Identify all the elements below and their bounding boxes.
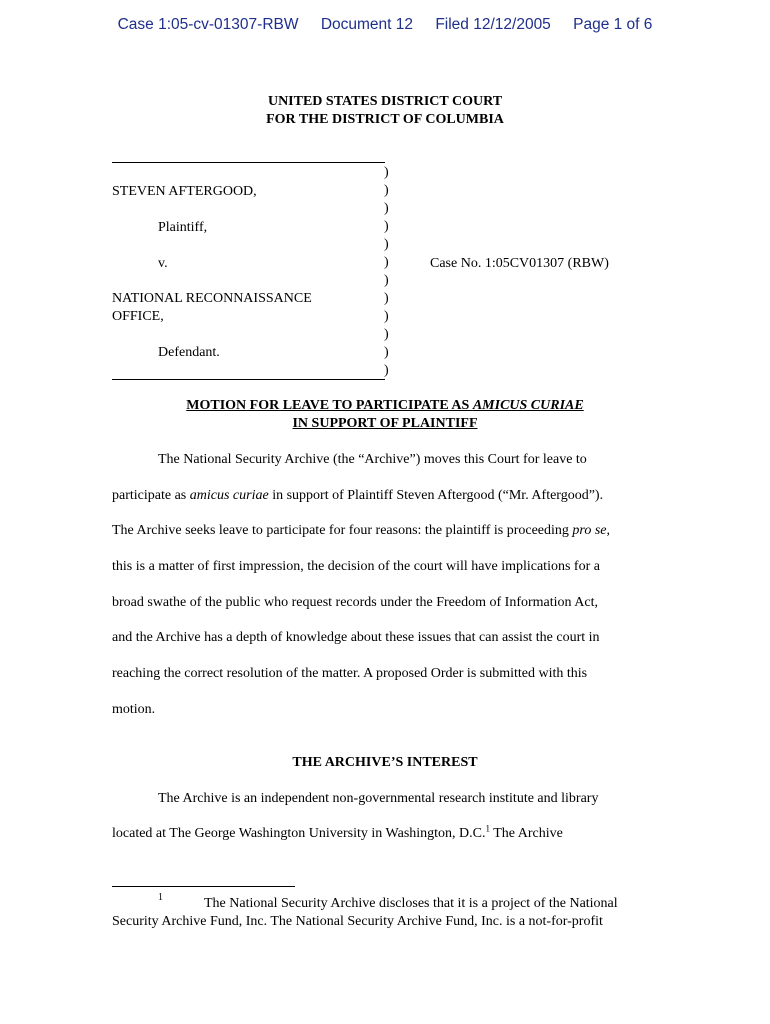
filing-header bbox=[0, 16, 770, 34]
para1-line3-post: , bbox=[606, 523, 611, 538]
footnote-marker: 1 bbox=[158, 892, 163, 903]
para1-line3-pre: The Archive seeks leave to participate for four reasons: the plaintiff is proceeding bbox=[112, 523, 573, 538]
plaintiff-role: Plaintiff, bbox=[158, 220, 208, 235]
para1-line1: The National Security Archive (the “Archive”) moves this Court for leave to bbox=[158, 452, 587, 467]
caption-parentheses: ) ) ) ) ) ) ) ) ) ) ) ) bbox=[384, 165, 389, 378]
para1-line3 bbox=[112, 523, 610, 539]
motion-title-italic: AMICUS CURIAE bbox=[472, 398, 584, 413]
section-heading: THE ARCHIVE’S INTEREST bbox=[292, 755, 478, 770]
para1-line6: and the Archive has a depth of knowledge about these issues that can assist the court in bbox=[112, 630, 600, 645]
caption-bottom-rule bbox=[112, 379, 385, 380]
versus: v. bbox=[158, 256, 168, 271]
footnote-line1: The National Security Archive discloses that it is a project of the National bbox=[204, 896, 618, 911]
footnote-rule bbox=[112, 886, 295, 887]
para1-line5: broad swathe of the public who request records under the Freedom of Information Act, bbox=[112, 595, 598, 610]
footnote-reference[interactable]: 1 bbox=[485, 823, 490, 834]
header-case-number: Case 1:05-cv-01307-RBW bbox=[117, 16, 299, 33]
para1-line2-post: in support of Plaintiff Steven Aftergood (“Mr. Aftergood”). bbox=[268, 488, 604, 503]
para1-line8: motion. bbox=[112, 702, 156, 717]
header-page-number: Page 1 of 6 bbox=[573, 16, 653, 33]
defendant-role: Defendant. bbox=[158, 345, 220, 360]
para1-line7: reaching the correct resolution of the matter. A proposed Order is submitted with this bbox=[112, 666, 588, 681]
defendant-name-line2: OFFICE, bbox=[112, 309, 164, 324]
para2-line1: The Archive is an independent non-governmental research institute and library bbox=[158, 791, 599, 806]
header-filed-date: Filed 12/12/2005 bbox=[435, 16, 551, 33]
footnote-line2: Security Archive Fund, Inc. The National Security Archive Fund, Inc. is a not-for-profit bbox=[112, 914, 603, 929]
caption-top-rule bbox=[112, 162, 385, 163]
court-name-line2: FOR THE DISTRICT OF COLUMBIA bbox=[266, 112, 504, 127]
para2-line2 bbox=[112, 823, 563, 842]
para1-line2-pre: participate as bbox=[112, 488, 190, 503]
para1-line2-italic: amicus curiae bbox=[189, 488, 269, 503]
para1-line4: this is a matter of first impression, the decision of the court will have implications for a bbox=[112, 559, 600, 574]
para2-line2-pre: located at The George Washington University in Washington, D.C. bbox=[112, 826, 486, 841]
motion-title-line1 bbox=[0, 398, 770, 414]
header-document-number: Document 12 bbox=[320, 16, 414, 33]
case-number: Case No. 1:05CV01307 (RBW) bbox=[430, 256, 609, 271]
para1-line2 bbox=[112, 488, 603, 504]
defendant-name-line1: NATIONAL RECONNAISSANCE bbox=[112, 291, 312, 306]
court-name-line1: UNITED STATES DISTRICT COURT bbox=[267, 94, 503, 109]
motion-title-text: MOTION FOR LEAVE TO PARTICIPATE AS bbox=[186, 398, 473, 413]
para2-line2-post: The Archive bbox=[490, 826, 563, 841]
motion-title-line2: IN SUPPORT OF PLAINTIFF bbox=[292, 416, 478, 431]
plaintiff-name: STEVEN AFTERGOOD, bbox=[112, 184, 257, 199]
para1-line3-italic: pro se bbox=[572, 523, 607, 538]
